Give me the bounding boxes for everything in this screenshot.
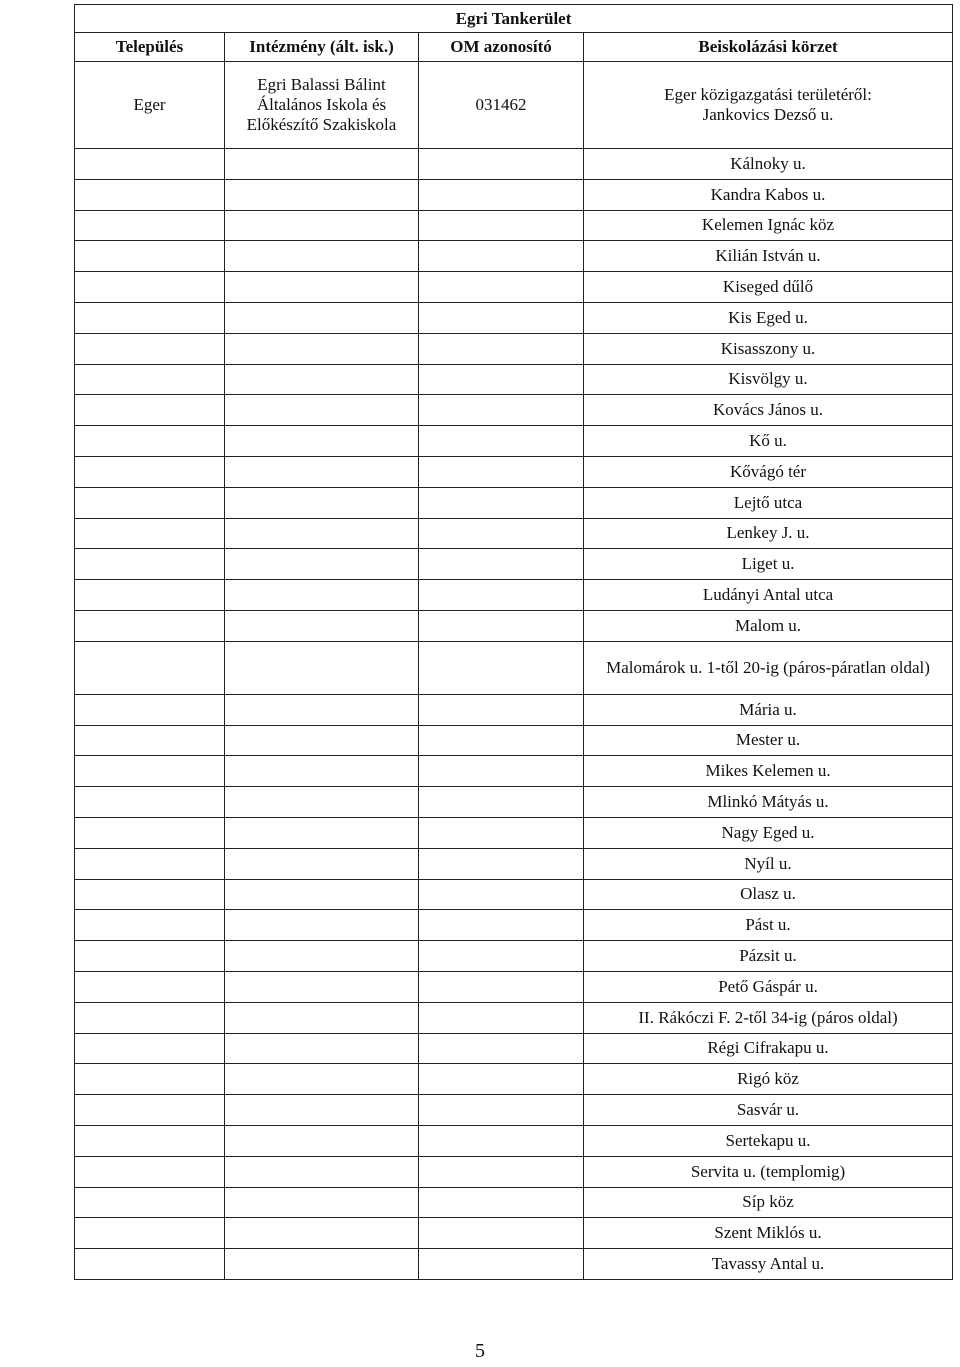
empty-cell — [419, 1033, 584, 1064]
empty-cell — [75, 941, 225, 972]
empty-cell — [225, 210, 419, 241]
empty-cell — [75, 241, 225, 272]
empty-cell — [225, 694, 419, 725]
table-row — [75, 487, 953, 518]
street-cell: Servita u. (templomig) — [584, 1156, 953, 1187]
empty-cell — [75, 1249, 225, 1280]
empty-cell — [419, 549, 584, 580]
table-row — [75, 395, 953, 426]
empty-cell — [419, 725, 584, 756]
table-row — [75, 241, 953, 272]
district-line: Jankovics Dezső u. — [702, 105, 834, 124]
empty-cell — [225, 787, 419, 818]
district-line: Eger közigazgatási területéről: — [664, 85, 872, 104]
street-cell: Malomárok u. 1-től 20-ig (páros-páratlan oldal) — [584, 641, 953, 694]
empty-cell — [419, 848, 584, 879]
table-row — [75, 725, 953, 756]
empty-cell — [75, 1218, 225, 1249]
table-row — [75, 549, 953, 580]
street-cell: Kisvölgy u. — [584, 364, 953, 395]
empty-cell — [75, 1095, 225, 1126]
table-row — [75, 1095, 953, 1126]
empty-cell — [75, 694, 225, 725]
street-cell: Pető Gáspár u. — [584, 971, 953, 1002]
street-cell: Mária u. — [584, 694, 953, 725]
table-row — [75, 1156, 953, 1187]
table-row — [75, 610, 953, 641]
empty-cell — [419, 179, 584, 210]
street-cell: Sasvár u. — [584, 1095, 953, 1126]
empty-cell — [419, 241, 584, 272]
empty-cell — [225, 426, 419, 457]
table-row — [75, 1249, 953, 1280]
street-cell: Kelemen Ignác köz — [584, 210, 953, 241]
empty-cell — [75, 787, 225, 818]
empty-cell — [419, 456, 584, 487]
header-institution: Intézmény (ált. isk.) — [225, 33, 419, 62]
empty-cell — [75, 641, 225, 694]
header-district: Beiskolázási körzet — [584, 33, 953, 62]
table-row — [75, 456, 953, 487]
empty-cell — [75, 549, 225, 580]
table-row — [75, 756, 953, 787]
institution-name-line: Általános Iskola és — [256, 95, 387, 114]
street-cell: Kisasszony u. — [584, 333, 953, 364]
empty-cell — [419, 395, 584, 426]
table-row — [75, 1002, 953, 1033]
empty-cell — [225, 487, 419, 518]
district-cell — [584, 62, 953, 149]
empty-cell — [225, 1218, 419, 1249]
empty-cell — [225, 756, 419, 787]
street-cell: Pást u. — [584, 910, 953, 941]
empty-cell — [225, 817, 419, 848]
empty-cell — [225, 641, 419, 694]
empty-cell — [225, 910, 419, 941]
empty-cell — [75, 817, 225, 848]
empty-cell — [75, 333, 225, 364]
street-cell: Kiseged dűlő — [584, 272, 953, 303]
table-row — [75, 641, 953, 694]
institution-cell — [225, 62, 419, 149]
empty-cell — [419, 1095, 584, 1126]
table-row — [75, 518, 953, 549]
table-row — [75, 272, 953, 303]
empty-cell — [225, 941, 419, 972]
empty-cell — [225, 580, 419, 611]
empty-cell — [75, 179, 225, 210]
table-row — [75, 580, 953, 611]
empty-cell — [225, 364, 419, 395]
empty-cell — [225, 1095, 419, 1126]
empty-cell — [419, 426, 584, 457]
empty-cell — [75, 580, 225, 611]
street-cell: Kő u. — [584, 426, 953, 457]
empty-cell — [419, 1249, 584, 1280]
street-cell: Kandra Kabos u. — [584, 179, 953, 210]
empty-cell — [419, 971, 584, 1002]
empty-cell — [225, 149, 419, 180]
empty-cell — [75, 1187, 225, 1218]
header-settlement: Település — [75, 33, 225, 62]
empty-cell — [75, 848, 225, 879]
empty-cell — [419, 641, 584, 694]
empty-cell — [225, 549, 419, 580]
table-row — [75, 1218, 953, 1249]
empty-cell — [75, 1125, 225, 1156]
table-row — [75, 817, 953, 848]
empty-cell — [225, 971, 419, 1002]
empty-cell — [419, 487, 584, 518]
empty-cell — [419, 879, 584, 910]
street-cell: Kovács János u. — [584, 395, 953, 426]
empty-cell — [75, 272, 225, 303]
street-cell: Szent Miklós u. — [584, 1218, 953, 1249]
table-row — [75, 910, 953, 941]
street-cell: Ludányi Antal utca — [584, 580, 953, 611]
empty-cell — [225, 456, 419, 487]
empty-cell — [419, 1125, 584, 1156]
page-number: 5 — [475, 1340, 485, 1362]
empty-cell — [419, 817, 584, 848]
empty-cell — [419, 1064, 584, 1095]
street-cell: Mikes Kelemen u. — [584, 756, 953, 787]
empty-cell — [225, 1002, 419, 1033]
street-cell: Rigó köz — [584, 1064, 953, 1095]
street-cell: Lejtő utca — [584, 487, 953, 518]
table-row — [75, 694, 953, 725]
empty-cell — [225, 725, 419, 756]
street-cell: Kis Eged u. — [584, 302, 953, 333]
street-cell: Olasz u. — [584, 879, 953, 910]
empty-cell — [225, 395, 419, 426]
empty-cell — [75, 610, 225, 641]
empty-cell — [419, 1156, 584, 1187]
table-row — [75, 426, 953, 457]
table-row — [75, 941, 953, 972]
street-cell: Nyíl u. — [584, 848, 953, 879]
table-row — [75, 210, 953, 241]
table-row — [75, 848, 953, 879]
empty-cell — [75, 456, 225, 487]
table-row — [75, 1064, 953, 1095]
empty-cell — [75, 910, 225, 941]
empty-cell — [225, 1125, 419, 1156]
empty-cell — [225, 333, 419, 364]
street-cell: Nagy Eged u. — [584, 817, 953, 848]
street-cell: Síp köz — [584, 1187, 953, 1218]
empty-cell — [75, 879, 225, 910]
table-row — [75, 1125, 953, 1156]
empty-cell — [419, 302, 584, 333]
empty-cell — [419, 787, 584, 818]
empty-cell — [75, 725, 225, 756]
empty-cell — [75, 1002, 225, 1033]
empty-cell — [419, 333, 584, 364]
table-row — [75, 879, 953, 910]
empty-cell — [75, 302, 225, 333]
empty-cell — [225, 179, 419, 210]
street-cell: Tavassy Antal u. — [584, 1249, 953, 1280]
empty-cell — [225, 518, 419, 549]
table-row — [75, 302, 953, 333]
empty-cell — [419, 694, 584, 725]
empty-cell — [75, 518, 225, 549]
table-row — [75, 1187, 953, 1218]
empty-cell — [225, 1249, 419, 1280]
table-title: Egri Tankerület — [75, 5, 953, 33]
empty-cell — [419, 756, 584, 787]
empty-cell — [225, 848, 419, 879]
empty-cell — [419, 364, 584, 395]
empty-cell — [225, 272, 419, 303]
school-district-table — [74, 4, 953, 1280]
empty-cell — [225, 1033, 419, 1064]
table-row — [75, 149, 953, 180]
empty-cell — [419, 272, 584, 303]
empty-cell — [75, 395, 225, 426]
street-cell: Régi Cifrakapu u. — [584, 1033, 953, 1064]
street-cell: Kálnoky u. — [584, 149, 953, 180]
om-id-cell: 031462 — [419, 62, 584, 149]
street-cell: Malom u. — [584, 610, 953, 641]
empty-cell — [419, 149, 584, 180]
empty-cell — [419, 518, 584, 549]
district-table-container — [74, 4, 952, 1280]
header-om-id: OM azonosító — [419, 33, 584, 62]
street-cell: Kővágó tér — [584, 456, 953, 487]
table-row — [75, 971, 953, 1002]
empty-cell — [225, 1064, 419, 1095]
empty-cell — [75, 487, 225, 518]
empty-cell — [419, 210, 584, 241]
table-row — [75, 179, 953, 210]
street-cell: II. Rákóczi F. 2-től 34-ig (páros oldal) — [584, 1002, 953, 1033]
street-cell: Kilián István u. — [584, 241, 953, 272]
empty-cell — [419, 1002, 584, 1033]
empty-cell — [419, 1218, 584, 1249]
street-cell: Sertekapu u. — [584, 1125, 953, 1156]
street-cell: Lenkey J. u. — [584, 518, 953, 549]
empty-cell — [75, 210, 225, 241]
settlement-cell: Eger — [75, 62, 225, 149]
street-cell: Mlinkó Mátyás u. — [584, 787, 953, 818]
empty-cell — [225, 610, 419, 641]
empty-cell — [75, 756, 225, 787]
street-cell: Liget u. — [584, 549, 953, 580]
empty-cell — [419, 580, 584, 611]
empty-cell — [419, 1187, 584, 1218]
empty-cell — [75, 364, 225, 395]
street-cell: Pázsit u. — [584, 941, 953, 972]
empty-cell — [75, 1033, 225, 1064]
table-row — [75, 1033, 953, 1064]
empty-cell — [225, 241, 419, 272]
table-row — [75, 364, 953, 395]
street-cell: Mester u. — [584, 725, 953, 756]
empty-cell — [75, 1064, 225, 1095]
empty-cell — [75, 149, 225, 180]
empty-cell — [225, 1156, 419, 1187]
table-row — [75, 787, 953, 818]
empty-cell — [75, 971, 225, 1002]
institution-name-line: Előkészítő Szakiskola — [246, 115, 397, 134]
empty-cell — [75, 1156, 225, 1187]
empty-cell — [225, 302, 419, 333]
empty-cell — [75, 426, 225, 457]
empty-cell — [225, 1187, 419, 1218]
empty-cell — [419, 910, 584, 941]
empty-cell — [225, 879, 419, 910]
empty-cell — [419, 941, 584, 972]
empty-cell — [419, 610, 584, 641]
table-row — [75, 333, 953, 364]
institution-name-line: Egri Balassi Bálint — [257, 75, 386, 94]
